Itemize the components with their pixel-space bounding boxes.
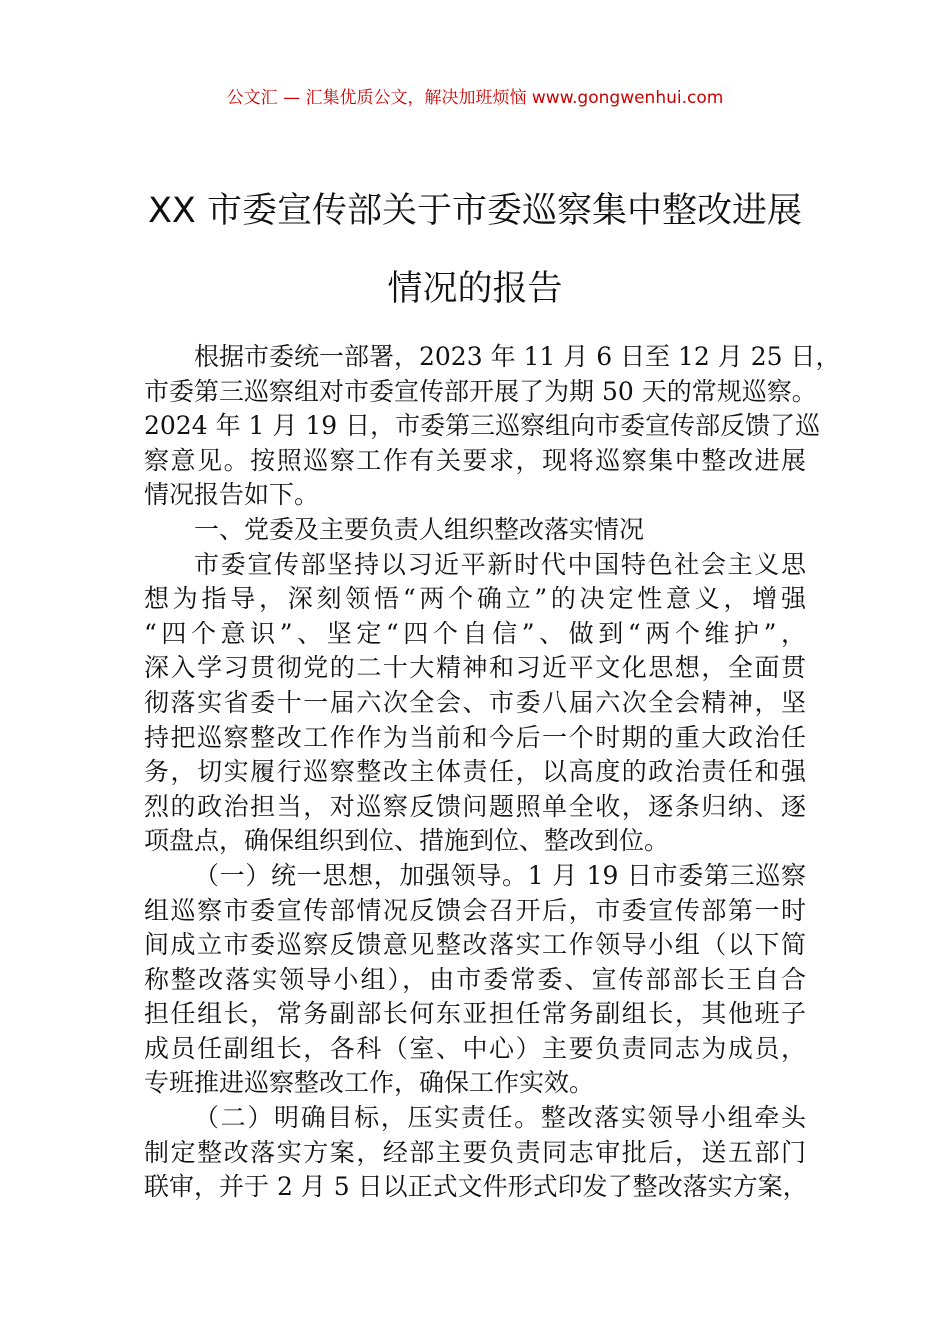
body-line: 想为指导，深刻领悟“两个确立”的决定性意义，增强 xyxy=(144,584,806,614)
document-title xyxy=(110,172,840,328)
body-line: （二）明确目标，压实责任。整改落实领导小组牵头 xyxy=(194,1103,806,1133)
section-heading: 一、党委及主要负责人组织整改落实情况 xyxy=(194,514,645,544)
body-line: 称整改落实领导小组），由市委常委、宣传部部长王自合 xyxy=(144,964,806,994)
body-line: 制定整改落实方案，经部主要负责同志审批后，送五部门 xyxy=(144,1137,806,1167)
title-line: XX 市委宣传部关于市委巡察集中整改进展 xyxy=(147,191,803,231)
body-line: 成员任副组长，各科（室、中心）主要负责同志为成员， xyxy=(144,1033,806,1063)
body-line: 彻落实省委十一届六次全会、市委八届六次全会精神，坚 xyxy=(144,687,806,717)
body-line: 项盘点，确保组织到位、措施到位、整改到位。 xyxy=(144,826,670,856)
body-line: 根据市委统一部署，2023 年 11 月 6 日至 12 月 25 日， xyxy=(194,342,841,371)
site-banner-text: 公文汇 — 汇集优质公文，解决加班烦恼 www.gongwenhui.com xyxy=(226,88,724,108)
body-line: 市委第三巡察组对市委宣传部开展了为期 50 天的常规巡察。 xyxy=(144,376,817,406)
body-line: “四个意识”、坚定“四个自信”、做到“两个维护”， xyxy=(144,618,806,648)
body-line: 察意见。按照巡察工作有关要求，现将巡察集中整改进展 xyxy=(144,445,806,475)
body-line: （一）统一思想，加强领导。1 月 19 日市委第三巡察 xyxy=(194,860,806,890)
body-line: 担任组长，常务副部长何东亚担任常务副组长，其他班子 xyxy=(144,999,806,1029)
body-line: 2024 年 1 月 19 日，市委第三巡察组向市委宣传部反馈了巡 xyxy=(144,411,821,441)
body-line: 务，切实履行巡察整改主体责任，以高度的政治责任和强 xyxy=(144,757,806,787)
body-line: 市委宣传部坚持以习近平新时代中国特色社会主义思 xyxy=(194,549,806,579)
body-line: 持把巡察整改工作作为当前和今后一个时期的重大政治任 xyxy=(144,722,806,752)
body-line: 情况报告如下。 xyxy=(144,480,320,510)
body-line: 烈的政治担当，对巡察反馈问题照单全收，逐条归纳、逐 xyxy=(144,791,806,821)
title-line: 情况的报告 xyxy=(387,269,563,309)
document-body xyxy=(144,340,841,1205)
body-line: 间成立市委巡察反馈意见整改落实工作领导小组（以下简 xyxy=(144,930,806,960)
body-line: 专班推进巡察整改工作，确保工作实效。 xyxy=(144,1068,595,1098)
body-line: 深入学习贯彻党的二十大精神和习近平文化思想，全面贯 xyxy=(144,653,806,683)
site-banner xyxy=(0,86,950,110)
body-line: 联审，并于 2 月 5 日以正式文件形式印发了整改落实方案， xyxy=(144,1172,808,1202)
body-line: 组巡察市委宣传部情况反馈会召开后，市委宣传部第一时 xyxy=(144,895,806,925)
